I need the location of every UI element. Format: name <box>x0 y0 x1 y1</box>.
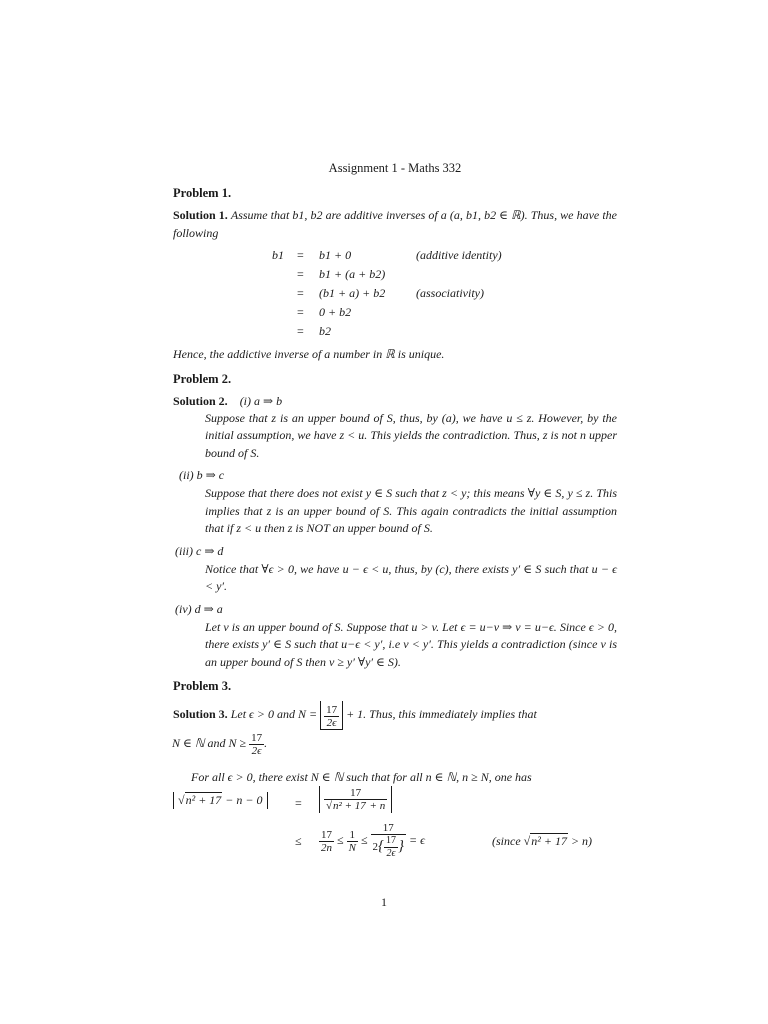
item-label: (iii) c ⇒ d <box>175 543 224 558</box>
derivation-expr: (b1 + a) + b2 <box>319 286 386 300</box>
derivation-note: (additive identity) <box>416 248 502 262</box>
solution-2 <box>173 393 617 672</box>
absolute-value: √n² + 17 − n − 0 <box>173 792 268 809</box>
derivation-expr: 0 + b2 <box>319 305 352 319</box>
equals-sign: = <box>295 796 302 810</box>
document-page <box>173 161 617 884</box>
item-text: Notice that ∀ϵ > 0, we have u − ϵ < u, thus, by (c), there exists y′ ∈ S such that u − ϵ < y′. <box>205 561 617 593</box>
solution-3-label: Solution 3. <box>173 707 228 721</box>
derivation-rel: = <box>297 324 304 338</box>
problem-2-heading: Problem 2. <box>173 371 232 386</box>
since-text: (since <box>492 834 521 848</box>
fraction-numerator: 17 <box>321 828 332 841</box>
since-note: (since √n² + 17 > n) <box>492 834 593 848</box>
solution-3-forall: For all ϵ > 0, there exist N ∈ ℕ such that for all n ∈ ℕ, n ≥ N, one has <box>191 769 532 784</box>
absolute-value: $\frac{17}{\text{√n² + 17 + n}}$ <box>319 786 392 813</box>
solution-1-intro <box>173 207 617 242</box>
result: = ϵ <box>409 832 425 847</box>
since-text: > n) <box>570 834 593 848</box>
floor-bracket <box>320 701 343 730</box>
le-sign: ≤ <box>360 832 368 847</box>
radicand: n² + 17 <box>333 800 366 812</box>
page-number: 1 <box>381 895 387 909</box>
problem-1-heading: Problem 1. <box>173 186 232 200</box>
item-text: Suppose that there does not exist y ∈ S such that z < y; this means ∀y ∈ S, y ≤ z. This implies that z is an upper bound of S. This again contradicts the initial assumption that if z < u then z is NOT an upper bound of S. <box>205 486 617 535</box>
problem-3-heading: Problem 3. <box>173 679 232 693</box>
solution-3 <box>173 700 617 884</box>
fraction-denominator: 2n <box>321 841 332 854</box>
derivation-expr: b1 + 0 <box>319 248 352 262</box>
item-label: (iv) d ⇒ a <box>175 601 223 616</box>
derivation-expr: b2 <box>319 324 331 338</box>
derivation-lhs: b1 <box>272 248 284 262</box>
fraction-numerator: 17 <box>386 835 397 846</box>
item-text: Let v is an upper bound of S. Suppose that u > v. Let ϵ = u−v ⇒ v = u−ϵ. Since ϵ > 0, there exists y′ ∈ S such that u−ϵ < y′, i.e v < y′. This yields a contradiction (since v is an upper bound of S then v ≥ y′ ∀y′ ∈ S). <box>205 619 617 669</box>
fraction-numerator: 17 <box>326 703 338 716</box>
derivation-note: (associativity) <box>416 286 484 300</box>
solution-1-text: Assume that b1, b2 are additive inverses of a (a, b1, b2 ∈ ℝ). Thus, we have the following <box>173 208 617 240</box>
fraction-numerator: 17 <box>324 787 387 800</box>
derivation-rel: = <box>297 305 304 319</box>
le-sign: ≤ <box>337 832 344 847</box>
radicand: n² + 17 <box>531 834 567 848</box>
item-text: Suppose that z is an upper bound of S, thus, by (a), we have u ≤ z. However, by the initial assumption, we have z < u. This yields the contradiction. Thus, z is not n upper bound of S. <box>205 410 617 460</box>
fraction-numerator: 1 <box>347 829 358 842</box>
fraction-denominator: N <box>348 841 356 854</box>
item-label: (ii) b ⇒ c <box>179 468 225 482</box>
expression: + n <box>369 800 386 812</box>
solution-1-derivation <box>173 246 617 341</box>
le-sign: ≤ <box>295 834 302 848</box>
expression: − n − 0 <box>225 793 263 807</box>
solution-3-text: . <box>264 735 268 750</box>
solution-3-text: Let ϵ > 0 and N = <box>230 707 318 721</box>
document-title: Assignment 1 - Maths 332 <box>328 161 462 175</box>
solution-2-label: Solution 2. <box>173 393 228 408</box>
derivation-rel: = <box>297 248 304 262</box>
fraction-denominator: 2ϵ <box>386 848 396 859</box>
fraction-numerator: 17 <box>371 822 407 835</box>
inequality-chain: √n² + 17 − n − 0 = $\frac{17}{\text{√n² + 17 + n}}$ ≤ $\frac{17}{2n}$ ≤ $\frac{1}{N}$ ≤ 17 2{ $\frac{17}{2\epsilon}$ } = ϵ (since √n² + 17 > n) <box>173 792 617 884</box>
solution-1-conclusion: Hence, the addictive inverse of a number in ℝ is unique. <box>173 347 445 361</box>
fraction-prefix: 2 <box>372 841 379 854</box>
derivation-rel: = <box>297 267 304 281</box>
solution-3-text: N ∈ ℕ and N ≥ <box>172 735 247 750</box>
fraction-denominator: 2ϵ <box>326 716 337 729</box>
solution-3-text: + 1. Thus, this immediately implies that <box>346 707 537 721</box>
derivation-rel: = <box>297 286 304 300</box>
fraction-denominator: 2ϵ <box>251 744 262 757</box>
radicand: n² + 17 <box>185 793 222 807</box>
derivation-expr: b1 + (a + b2) <box>319 267 386 281</box>
item-label: (i) a ⇒ b <box>239 393 283 408</box>
fraction-numerator: 17 <box>251 731 263 744</box>
solution-1-label: Solution 1. <box>173 208 228 222</box>
